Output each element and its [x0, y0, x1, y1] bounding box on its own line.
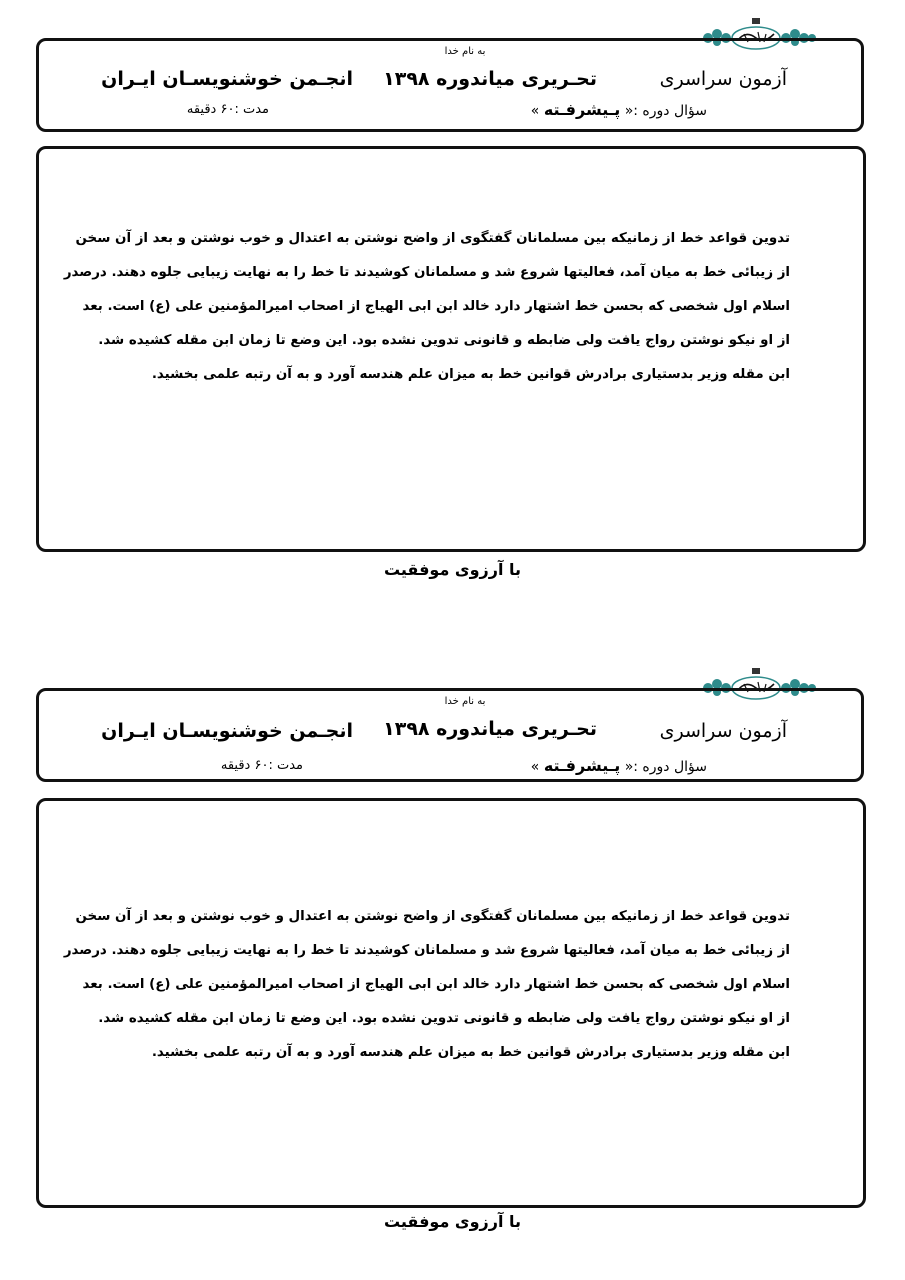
exam-duration: مدت :۶۰ دقیقه — [186, 102, 269, 117]
course-label — [531, 100, 707, 119]
exam-midterm-title: تحـریری میاندوره ۱۳۹۸ — [383, 68, 597, 90]
question-paragraph — [63, 900, 790, 1070]
question-paragraph — [63, 222, 790, 392]
paragraph-line: اسلام اول شخصی که بحسن خط اشتهار دارد خالد ابن ابی الهیاج از اصحاب امیرالمؤمنین علی (ع) است. بعد — [82, 977, 790, 992]
paragraph-line: ابن مقله وزیر بدستیاری برادرش قوانین خط به میزان علم هندسه آورد و به آن رتبه علمی بخشید. — [151, 1045, 790, 1060]
paragraph-line: اسلام اول شخصی که بحسن خط اشتهار دارد خالد ابن ابی الهیاج از اصحاب امیرالمؤمنین علی (ع) است. بعد — [82, 299, 790, 314]
course-level: پـیشرفـته — [543, 100, 621, 119]
course-label-open: سؤال دوره :« — [624, 759, 707, 775]
paragraph-line: ابن مقله وزیر بدستیاری برادرش قوانین خط به میزان علم هندسه آورد و به آن رتبه علمی بخشید. — [151, 367, 790, 382]
paragraph-line: تدوین قواعد خط از زمانیکه بین مسلمانان گفتگوی از واضح نوشتن به اعتدال و خوب نوشتن و بعد از آن سخن — [75, 909, 790, 924]
paragraph-line: از زیبائی خط به میان آمد، فعالیتها شروع شد و مسلمانان کوشیدند تا خط را به نهایت زیبایی جلوه دهند. درصدر — [63, 265, 790, 280]
bismillah: به نام خدا — [444, 46, 486, 57]
exam-midterm-title: تحـریری میاندوره ۱۳۹۸ — [383, 718, 597, 740]
paragraph-line: تدوین قواعد خط از زمانیکه بین مسلمانان گفتگوی از واضح نوشتن به اعتدال و خوب نوشتن و بعد از آن سخن — [75, 231, 790, 246]
exam-title: آزمون سراسری — [659, 68, 787, 90]
bismillah: به نام خدا — [444, 696, 486, 707]
paragraph-line: از او نیکو نوشتن رواج یافت ولی ضابطه و قانونی تدوین نشده بود. این وضع تا زمان ابن مقله کشیده شد. — [98, 1011, 790, 1026]
paragraph-line: از او نیکو نوشتن رواج یافت ولی ضابطه و قانونی تدوین نشده بود. این وضع تا زمان ابن مقله کشیده شد. — [98, 333, 790, 348]
paragraph-line: از زیبائی خط به میان آمد، فعالیتها شروع شد و مسلمانان کوشیدند تا خط را به نهایت زیبایی جلوه دهند. درصدر — [63, 943, 790, 958]
course-label-open: سؤال دوره :« — [624, 103, 707, 119]
course-label-close: » — [530, 103, 540, 119]
course-level: پـیشرفـته — [543, 756, 621, 775]
exam-title: آزمون سراسری — [659, 720, 787, 742]
course-label-close: » — [530, 759, 540, 775]
association-name: انجـمن خوشنویسـان ایـران — [101, 720, 353, 742]
closing-wish: با آرزوی موفقیت — [383, 560, 522, 579]
association-name: انجـمن خوشنویسـان ایـران — [101, 68, 353, 90]
exam-duration: مدت :۶۰ دقیقه — [220, 758, 303, 773]
course-label — [531, 756, 707, 775]
closing-wish: با آرزوی موفقیت — [383, 1212, 522, 1231]
